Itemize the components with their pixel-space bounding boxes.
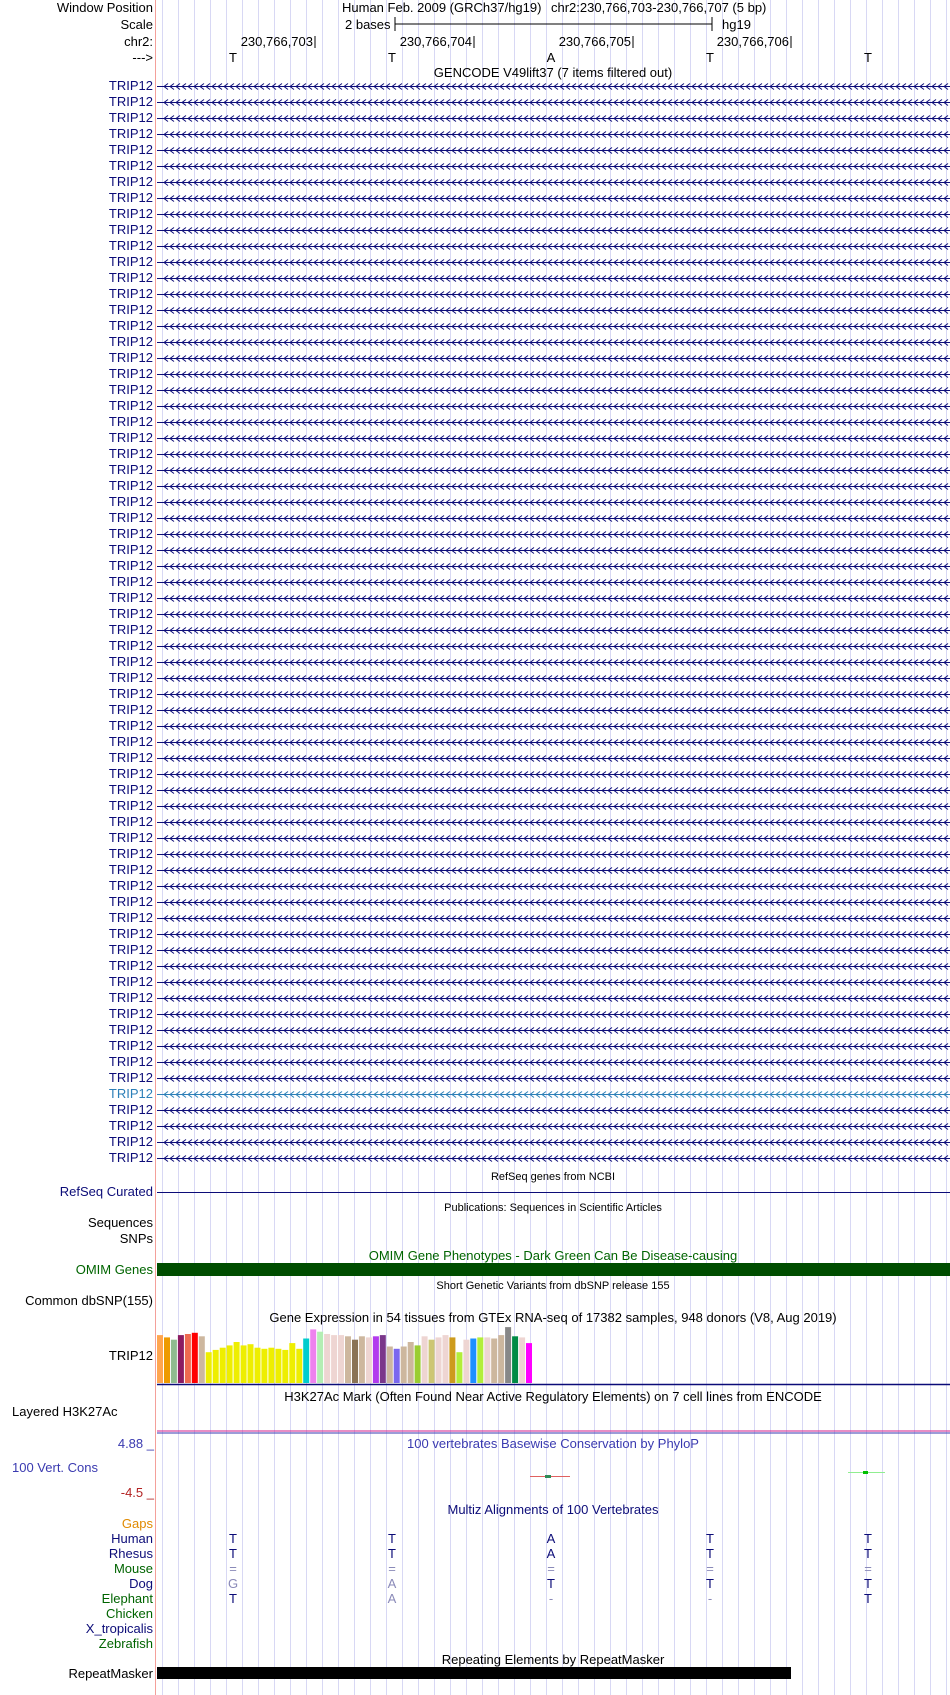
- gtex-bar: [429, 1340, 435, 1383]
- gtex-bar: [206, 1352, 212, 1383]
- phylop-mark: [545, 1475, 551, 1478]
- gencode-gene-label[interactable]: TRIP12: [108, 1102, 153, 1117]
- multiz-species-label[interactable]: Zebrafish: [98, 1636, 153, 1651]
- multiz-base: T: [388, 1531, 396, 1546]
- chrom-label: chr2:: [124, 34, 153, 49]
- ruler-base: A: [546, 50, 556, 65]
- gencode-gene-label[interactable]: TRIP12: [108, 670, 153, 685]
- gencode-gene-label[interactable]: TRIP12: [108, 974, 153, 989]
- position-range: chr2:230,766,703-230,766,707 (5 bp): [551, 0, 767, 15]
- gencode-gene-label[interactable]: TRIP12: [108, 606, 153, 621]
- gencode-gene-label[interactable]: TRIP12: [108, 414, 153, 429]
- gtex-bar: [199, 1336, 205, 1383]
- gtex-bar: [505, 1327, 511, 1383]
- gtex-label[interactable]: TRIP12: [108, 1348, 153, 1363]
- gencode-gene-label[interactable]: TRIP12: [108, 398, 153, 413]
- gtex-bar: [324, 1334, 330, 1383]
- multiz-species-label[interactable]: Chicken: [106, 1606, 153, 1621]
- gtex-bar: [470, 1339, 476, 1384]
- gtex-bar: [526, 1343, 532, 1383]
- gtex-bar: [519, 1337, 525, 1383]
- db-name: hg19: [722, 17, 751, 32]
- gencode-gene-label[interactable]: TRIP12: [108, 158, 153, 173]
- multiz-base: T: [864, 1531, 872, 1546]
- gencode-gene-label[interactable]: TRIP12: [108, 766, 153, 781]
- gencode-gene-label[interactable]: TRIP12: [108, 222, 153, 237]
- gtex-bar: [164, 1337, 170, 1383]
- omim-title: OMIM Gene Phenotypes - Dark Green Can Be Disease-causing: [368, 1248, 738, 1263]
- cons-title: 100 vertebrates Basewise Conservation by PhyloP: [407, 1436, 699, 1451]
- gtex-bar: [275, 1349, 281, 1383]
- gencode-gene-label[interactable]: TRIP12: [108, 926, 153, 941]
- gtex-bar: [380, 1335, 386, 1383]
- gencode-gene-label[interactable]: TRIP12: [108, 286, 153, 301]
- gencode-gene-label[interactable]: TRIP12: [108, 1134, 153, 1149]
- gtex-bar: [373, 1336, 379, 1383]
- gencode-gene-label[interactable]: TRIP12: [108, 254, 153, 269]
- gtex-bar: [498, 1335, 504, 1383]
- gtex-bar: [234, 1342, 240, 1383]
- gtex-bar: [436, 1337, 442, 1383]
- gencode-gene-label[interactable]: TRIP12: [108, 862, 153, 877]
- dbsnp-label[interactable]: Common dbSNP(155): [25, 1293, 153, 1308]
- gencode-gene-label[interactable]: TRIP12: [108, 318, 153, 333]
- multiz-base: =: [388, 1561, 396, 1576]
- gtex-bar: [185, 1334, 191, 1383]
- gencode-gene-label[interactable]: TRIP12: [108, 958, 153, 973]
- gtex-bar: [408, 1342, 414, 1383]
- cons-label[interactable]: 100 Vert. Cons: [12, 1460, 98, 1475]
- gencode-gene-label[interactable]: TRIP12: [108, 78, 153, 93]
- multiz-species-label[interactable]: X_tropicalis: [85, 1621, 153, 1636]
- multiz-base: T: [864, 1591, 872, 1606]
- multiz-base: A: [387, 1576, 397, 1591]
- coord-label: 230,766,706: [716, 34, 789, 49]
- gencode-gene-label[interactable]: TRIP12: [108, 814, 153, 829]
- assembly-name: Human Feb. 2009 (GRCh37/hg19): [342, 0, 542, 15]
- gtex-bar: [268, 1348, 274, 1383]
- gtex-bar: [255, 1348, 261, 1383]
- gencode-gene-label[interactable]: TRIP12: [108, 638, 153, 653]
- strand-label: --->: [132, 50, 153, 65]
- gtex-bar: [394, 1349, 400, 1383]
- multiz-species-label[interactable]: Elephant: [101, 1591, 153, 1606]
- gtex-bar: [289, 1343, 295, 1383]
- gtex-bar: [241, 1345, 247, 1383]
- gencode-gene-label[interactable]: TRIP12: [108, 174, 153, 189]
- cons-min-label: -4.5 _: [120, 1485, 154, 1500]
- multiz-species-label[interactable]: Mouse: [113, 1561, 153, 1576]
- ruler-base: T: [388, 50, 396, 65]
- refseq-label[interactable]: RefSeq Curated: [59, 1184, 153, 1199]
- gtex-bar: [157, 1335, 163, 1383]
- multiz-base: A: [546, 1546, 556, 1561]
- gencode-gene-label[interactable]: TRIP12: [108, 1086, 153, 1101]
- gencode-gene-label[interactable]: TRIP12: [108, 798, 153, 813]
- multiz-base: T: [706, 1546, 714, 1561]
- gtex-bar: [352, 1340, 358, 1383]
- multiz-species-label[interactable]: Rhesus: [108, 1546, 153, 1561]
- ruler-base: T: [706, 50, 714, 65]
- gencode-gene-label[interactable]: TRIP12: [108, 990, 153, 1005]
- gencode-gene-label[interactable]: TRIP12: [108, 1150, 153, 1165]
- cons-max-label: 4.88 _: [117, 1436, 154, 1451]
- gencode-gene-label[interactable]: TRIP12: [108, 942, 153, 957]
- multiz-base: T: [229, 1531, 237, 1546]
- gencode-gene-label[interactable]: TRIP12: [108, 910, 153, 925]
- multiz-base: -: [548, 1591, 554, 1606]
- gtex-bar: [310, 1329, 316, 1383]
- multiz-base: =: [864, 1561, 872, 1576]
- gencode-gene-label[interactable]: TRIP12: [108, 846, 153, 861]
- gtex-bar: [463, 1340, 469, 1383]
- gtex-bar: [303, 1339, 309, 1384]
- gencode-gene-label[interactable]: TRIP12: [108, 830, 153, 845]
- multiz-species-label[interactable]: Dog: [129, 1576, 153, 1591]
- gtex-bar: [491, 1339, 497, 1384]
- gencode-gene-label[interactable]: TRIP12: [108, 526, 153, 541]
- gencode-gene-label[interactable]: TRIP12: [108, 878, 153, 893]
- gtex-bar: [449, 1337, 455, 1383]
- gencode-gene-label[interactable]: TRIP12: [108, 206, 153, 221]
- gtex-bar: [171, 1340, 177, 1383]
- repeatmasker-label[interactable]: RepeatMasker: [68, 1666, 153, 1681]
- h3k27ac-label[interactable]: Layered H3K27Ac: [12, 1404, 118, 1419]
- phylop-mark: [863, 1471, 868, 1474]
- gtex-bar: [456, 1352, 462, 1383]
- omim-label[interactable]: OMIM Genes: [75, 1262, 153, 1277]
- multiz-species-label[interactable]: Human: [111, 1531, 153, 1546]
- refseq-title: RefSeq genes from NCBI: [490, 1171, 616, 1183]
- gencode-gene-label[interactable]: TRIP12: [108, 126, 153, 141]
- multiz-base: T: [706, 1576, 714, 1591]
- gencode-gene-label[interactable]: TRIP12: [108, 478, 153, 493]
- gencode-gene-label[interactable]: TRIP12: [108, 462, 153, 477]
- ruler-base: T: [864, 50, 872, 65]
- gtex-bar: [261, 1349, 267, 1383]
- gencode-gene-label[interactable]: TRIP12: [108, 238, 153, 253]
- repeatmasker-title: Repeating Elements by RepeatMasker: [441, 1652, 665, 1667]
- gencode-gene-label[interactable]: TRIP12: [108, 1006, 153, 1021]
- gencode-gene-label[interactable]: TRIP12: [108, 446, 153, 461]
- gtex-title: Gene Expression in 54 tissues from GTEx RNA-seq of 17382 samples, 948 donors (V8, Aug 2019): [269, 1310, 837, 1325]
- multiz-base: T: [864, 1576, 872, 1591]
- gencode-gene-label[interactable]: TRIP12: [108, 350, 153, 365]
- gtex-bar: [366, 1337, 372, 1383]
- multiz-base: T: [388, 1546, 396, 1561]
- multiz-base: T: [547, 1576, 555, 1591]
- gencode-gene-label[interactable]: TRIP12: [108, 430, 153, 445]
- gencode-gene-label[interactable]: TRIP12: [108, 702, 153, 717]
- gencode-gene-label[interactable]: TRIP12: [108, 334, 153, 349]
- multiz-base: -: [707, 1591, 713, 1606]
- multiz-title: Multiz Alignments of 100 Vertebrates: [447, 1502, 659, 1517]
- gencode-gene-label[interactable]: TRIP12: [108, 590, 153, 605]
- gtex-bar: [296, 1349, 302, 1383]
- gtex-bar: [512, 1336, 518, 1383]
- gtex-bar: [387, 1347, 393, 1384]
- multiz-species-label[interactable]: Gaps: [121, 1516, 153, 1531]
- gtex-bar: [401, 1347, 407, 1384]
- dbsnp-title: Short Genetic Variants from dbSNP release 155: [436, 1280, 670, 1292]
- coord-label: 230,766,705: [558, 34, 631, 49]
- gencode-gene-label[interactable]: TRIP12: [108, 110, 153, 125]
- gencode-gene-label[interactable]: TRIP12: [108, 382, 153, 397]
- gencode-gene-label[interactable]: TRIP12: [108, 142, 153, 157]
- multiz-base: T: [229, 1546, 237, 1561]
- gencode-title: GENCODE V49lift37 (7 items filtered out): [433, 65, 673, 80]
- gencode-gene-label[interactable]: TRIP12: [108, 718, 153, 733]
- ruler-base: T: [229, 50, 237, 65]
- coord-label: 230,766,704: [399, 34, 472, 49]
- gencode-gene-label[interactable]: TRIP12: [108, 734, 153, 749]
- gencode-gene-label[interactable]: TRIP12: [108, 190, 153, 205]
- gtex-bar: [338, 1335, 344, 1383]
- multiz-base: =: [229, 1561, 237, 1576]
- snps-label[interactable]: SNPs: [119, 1231, 153, 1246]
- multiz-base: G: [227, 1576, 239, 1591]
- gencode-gene-label[interactable]: TRIP12: [108, 494, 153, 509]
- gencode-gene-label[interactable]: TRIP12: [108, 894, 153, 909]
- multiz-base: T: [706, 1531, 714, 1546]
- gencode-gene-label[interactable]: TRIP12: [108, 510, 153, 525]
- publications-title: Publications: Sequences in Scientific Articles: [444, 1202, 662, 1214]
- gtex-bar: [220, 1348, 226, 1383]
- gencode-gene-label[interactable]: TRIP12: [108, 302, 153, 317]
- multiz-base: A: [546, 1531, 556, 1546]
- scale-text: 2 bases: [345, 17, 391, 32]
- gtex-bar: [345, 1336, 351, 1383]
- gtex-bar: [248, 1344, 254, 1383]
- multiz-base: T: [864, 1546, 872, 1561]
- gtex-bar: [484, 1337, 490, 1383]
- gencode-gene-label[interactable]: TRIP12: [108, 654, 153, 669]
- gtex-bar: [415, 1345, 421, 1383]
- gtex-bar: [331, 1335, 337, 1383]
- gencode-gene-label[interactable]: TRIP12: [108, 1118, 153, 1133]
- window-position-label: Window Position: [56, 0, 153, 15]
- omim-bar: [157, 1263, 950, 1276]
- gencode-gene-label[interactable]: TRIP12: [108, 558, 153, 573]
- gencode-gene-label[interactable]: TRIP12: [108, 1070, 153, 1085]
- gtex-bar: [477, 1337, 483, 1383]
- gtex-bar: [282, 1350, 288, 1383]
- gencode-gene-label[interactable]: TRIP12: [108, 750, 153, 765]
- gencode-gene-label[interactable]: TRIP12: [108, 270, 153, 285]
- gencode-gene-label[interactable]: TRIP12: [108, 622, 153, 637]
- gtex-bar: [317, 1332, 323, 1383]
- h3k27ac-title: H3K27Ac Mark (Often Found Near Active Regulatory Elements) on 7 cell lines from ENCODE: [284, 1389, 822, 1404]
- gencode-gene-label[interactable]: TRIP12: [108, 686, 153, 701]
- gencode-gene-label[interactable]: TRIP12: [108, 1038, 153, 1053]
- gencode-gene-label[interactable]: TRIP12: [108, 366, 153, 381]
- coord-label: 230,766,703: [240, 34, 313, 49]
- multiz-base: T: [229, 1591, 237, 1606]
- sequences-label[interactable]: Sequences: [87, 1215, 153, 1230]
- gencode-gene-label[interactable]: TRIP12: [108, 574, 153, 589]
- gtex-bar: [213, 1350, 219, 1383]
- gtex-bar: [422, 1336, 428, 1383]
- multiz-base: =: [706, 1561, 714, 1576]
- multiz-base: A: [387, 1591, 397, 1606]
- gtex-bar: [359, 1336, 365, 1383]
- multiz-base: =: [547, 1561, 555, 1576]
- repeatmasker-bar: [157, 1667, 791, 1679]
- gencode-gene-label[interactable]: TRIP12: [108, 782, 153, 797]
- gtex-bar: [192, 1333, 198, 1383]
- gencode-gene-label[interactable]: TRIP12: [108, 1022, 153, 1037]
- gencode-gene-label[interactable]: TRIP12: [108, 94, 153, 109]
- gencode-gene-label[interactable]: TRIP12: [108, 542, 153, 557]
- gtex-bar: [227, 1345, 233, 1383]
- gencode-gene-label[interactable]: TRIP12: [108, 1054, 153, 1069]
- gtex-bar: [443, 1335, 449, 1383]
- scale-label: Scale: [120, 17, 153, 32]
- gtex-bar: [178, 1335, 184, 1383]
